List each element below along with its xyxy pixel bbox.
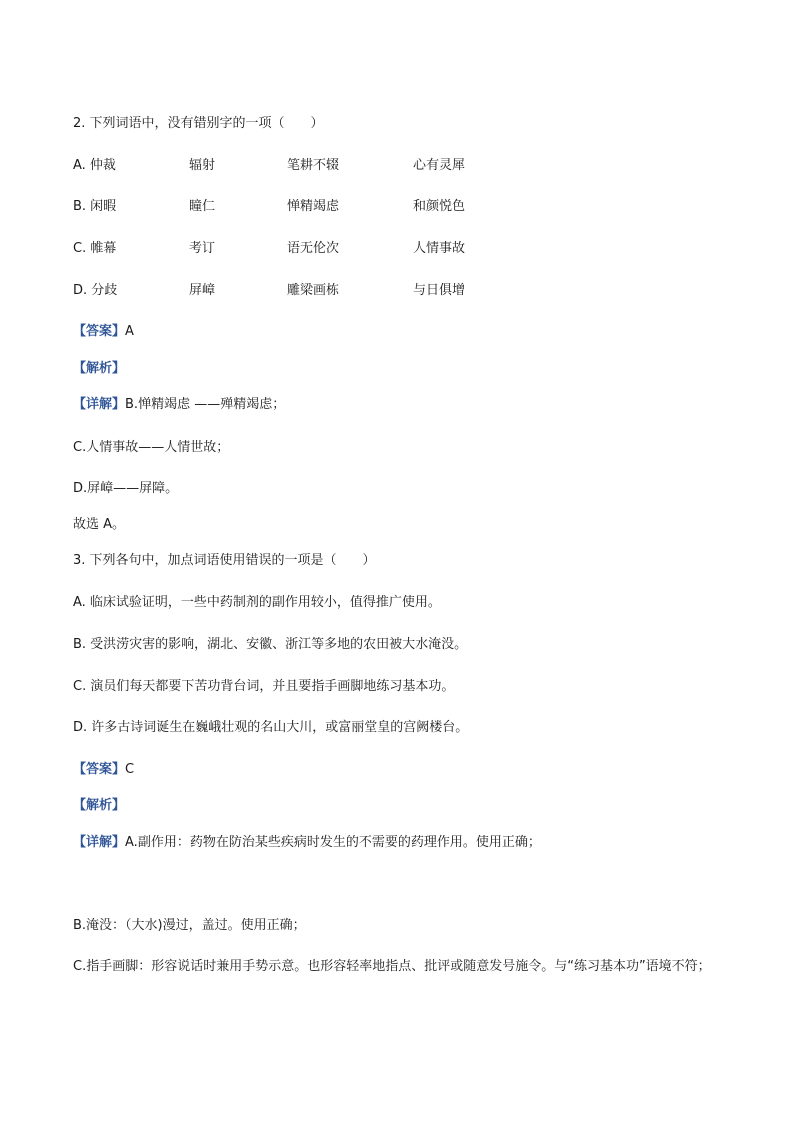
q3-option-c: C. 演员们每天都要下苦功背台词，并且要指手画脚地练习基本功。 bbox=[73, 679, 455, 694]
q2-option-d-word-2: 屏嶂 bbox=[189, 283, 216, 298]
answer-label: 【答案】 bbox=[73, 762, 126, 777]
detail-label: 【详解】 bbox=[73, 397, 126, 412]
analysis-label: 【解析】 bbox=[73, 361, 126, 376]
q2-option-c-word-1: C. 帷幕 bbox=[73, 241, 117, 256]
q3-answer bbox=[73, 761, 134, 779]
q3-detail-1 bbox=[73, 834, 541, 852]
q2-option-b-word-3: 惮精竭虑 bbox=[287, 199, 340, 214]
q3-detail-2: B.淹没：（大水)漫过，盖过。使用正确； bbox=[73, 918, 306, 933]
detail-text: B.惮精竭虑 ——殚精竭虑； bbox=[125, 397, 286, 412]
analysis-label: 【解析】 bbox=[73, 798, 126, 813]
q2-option-d-word-4: 与日俱增 bbox=[413, 283, 466, 298]
q2-option-c-word-3: 语无伦次 bbox=[287, 241, 340, 256]
q3-option-d: D. 许多古诗词诞生在巍峨壮观的名山大川，或富丽堂皇的宫阙楼台。 bbox=[73, 720, 469, 735]
q2-option-d-word-1: D. 分歧 bbox=[73, 283, 118, 298]
q2-option-a-word-4: 心有灵犀 bbox=[413, 158, 466, 173]
q2-option-a bbox=[73, 157, 593, 175]
q2-option-c bbox=[73, 240, 593, 258]
q2-question: 2. 下列词语中，没有错别字的一项（ ） bbox=[73, 116, 324, 131]
answer-value: C bbox=[125, 762, 135, 777]
q2-option-c-word-2: 考订 bbox=[189, 241, 216, 256]
q2-detail-1 bbox=[73, 396, 285, 414]
q2-option-b-word-1: B. 闲暇 bbox=[73, 199, 117, 214]
q2-option-b bbox=[73, 198, 593, 216]
q2-option-a-word-3: 笔耕不辍 bbox=[287, 158, 340, 173]
q3-detail-3: C.指手画脚：形容说话时兼用手势示意。也形容轻率地指点、批评或随意发号施令。与“练习基本功”语境不符； bbox=[73, 959, 711, 974]
detail-label: 【详解】 bbox=[73, 835, 126, 850]
q2-answer bbox=[73, 323, 134, 341]
answer-label: 【答案】 bbox=[73, 324, 126, 339]
q2-option-d-word-3: 雕梁画栋 bbox=[287, 283, 340, 298]
q2-option-a-word-2: 辐射 bbox=[189, 158, 216, 173]
detail-text: A.副作用：药物在防治某些疾病时发生的不需要的药理作用。使用正确； bbox=[125, 835, 541, 850]
q2-option-a-word-1: A. 仲裁 bbox=[73, 158, 116, 173]
q3-option-b: B. 受洪涝灾害的影响，湖北、安徽、浙江等多地的农田被大水淹没。 bbox=[73, 637, 468, 652]
q2-detail-3: D.屏嶂——屏障。 bbox=[73, 481, 179, 496]
q2-option-b-word-4: 和颜悦色 bbox=[413, 199, 466, 214]
q2-option-d bbox=[73, 282, 593, 300]
q2-option-c-word-4: 人情事故 bbox=[413, 241, 466, 256]
q2-option-b-word-2: 瞳仁 bbox=[189, 199, 216, 214]
q2-detail-2: C.人情事故——人情世故； bbox=[73, 440, 230, 455]
q3-option-a: A. 临床试验证明，一些中药制剂的副作用较小，值得推广使用。 bbox=[73, 595, 441, 610]
q3-question: 3. 下列各句中，加点词语使用错误的一项是（ ） bbox=[73, 553, 376, 568]
q2-analysis-heading bbox=[73, 360, 125, 378]
q3-analysis-heading bbox=[73, 797, 125, 815]
q2-conclusion: 故选 A。 bbox=[73, 517, 126, 532]
answer-value: A bbox=[125, 324, 134, 339]
